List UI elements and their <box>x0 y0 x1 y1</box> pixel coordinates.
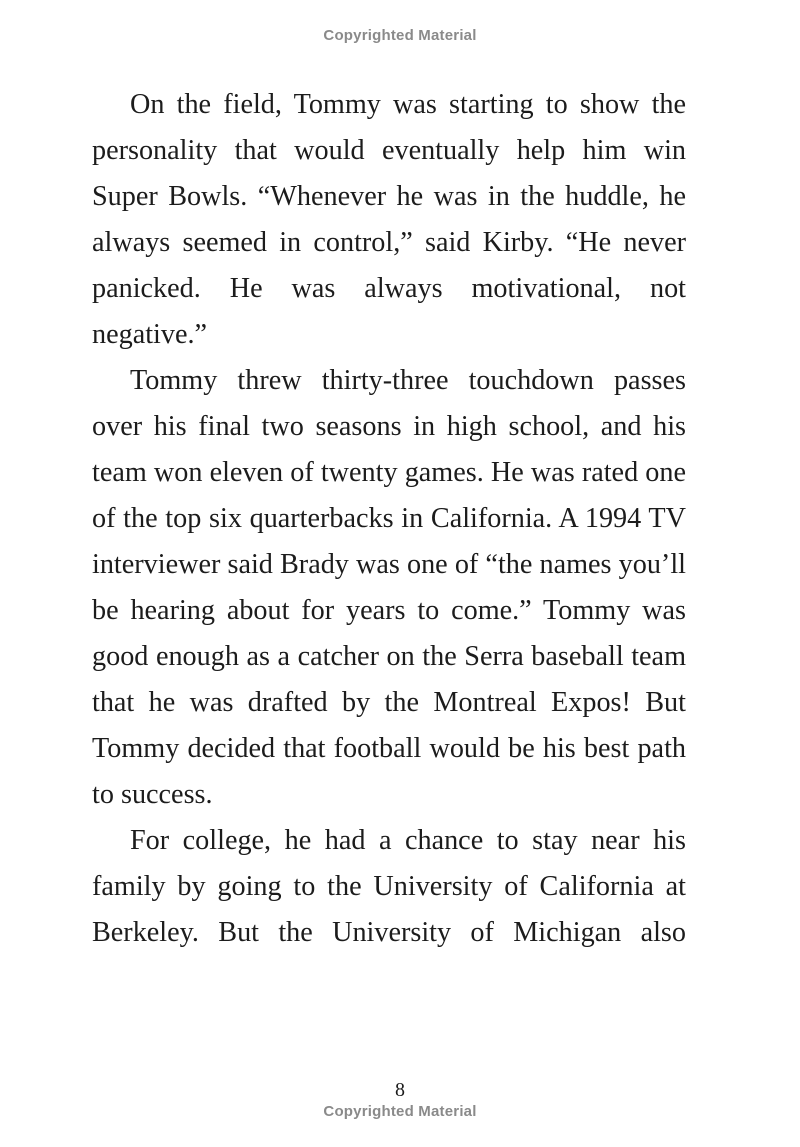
page-body-text <box>92 82 686 956</box>
paragraph: Tommy threw thirty-three touchdown passes over his final two seasons in high school, and his team won eleven of twenty games. He was rated one of the top six quarterbacks in California. A 1994 TV interviewer said Brady was one of “the names you’ll be hearing about for years to come.” Tommy was good enough as a catcher on the Serra baseball team that he was drafted by the Montreal Expos! But Tommy decided that football would be his best path to success. <box>92 365 686 810</box>
copyright-watermark-bottom: Copyrighted Material <box>323 1103 477 1120</box>
paragraph: For college, he had a chance to stay near his family by going to the University of California at Berkeley. But the University of Michigan also <box>92 825 686 948</box>
paragraph: On the field, Tommy was starting to show the personality that would eventually help him win Super Bowls. “Whenever he was in the huddle, he always seemed in control,” said Kirby. “He never panicked. He was always motivational, not negative.” <box>92 89 686 350</box>
copyright-watermark-top: Copyrighted Material <box>323 27 477 44</box>
page-number: 8 <box>395 1079 405 1101</box>
